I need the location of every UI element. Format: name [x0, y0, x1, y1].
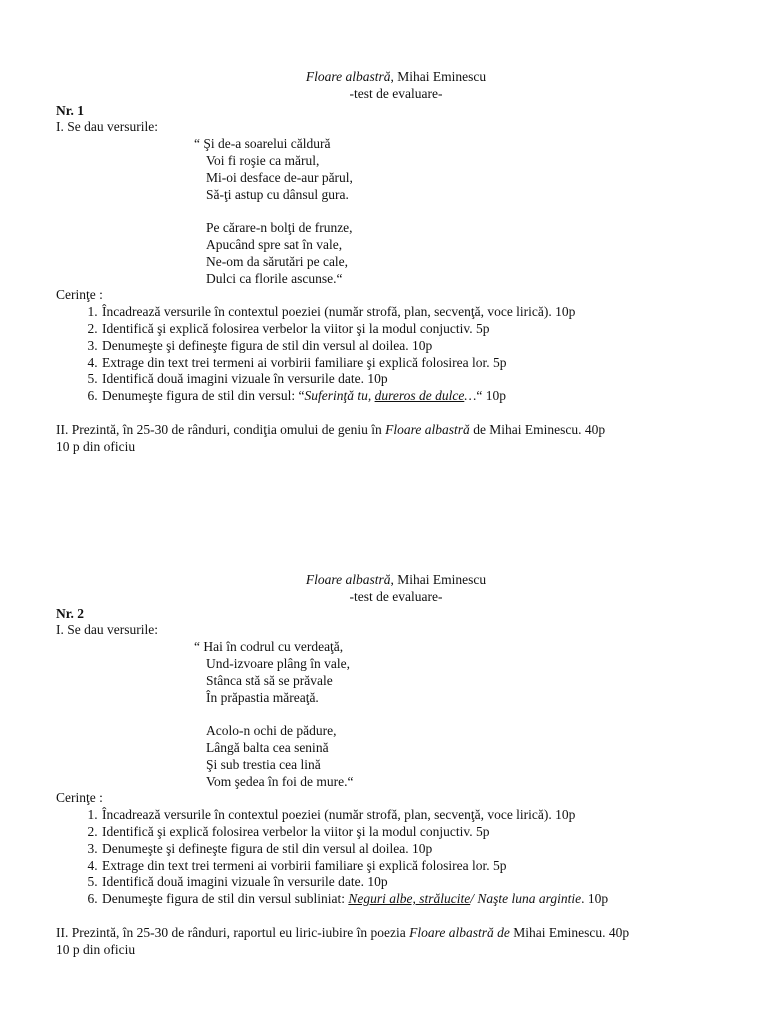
- requirement-item-6: [101, 388, 736, 405]
- test-subtitle: -test de evaluare-: [349, 588, 443, 604]
- poem-line: Acolo-n ochi de pădure,: [206, 723, 337, 739]
- part-2-suffix: de Mihai Eminescu. 40p: [469, 421, 606, 437]
- requirement-item: 5. Identifică două imagini vizuale în versurile date. 10p: [101, 874, 736, 891]
- poem-line: Vom şedea în foi de mure.“: [206, 773, 354, 789]
- test-title: [56, 572, 736, 589]
- req6-quote-c: …: [464, 388, 477, 404]
- poem: [194, 639, 736, 790]
- part-2-prefix: II. Prezintă, în 25-30 de rânduri, condiţia omului de geniu în: [56, 421, 386, 437]
- part-2-italic: Floare albastră: [385, 421, 470, 437]
- poem-line: “ Hai în codrul cu verdeaţă,: [194, 639, 344, 655]
- req6-quote-underlined: dureros de dulce: [374, 388, 465, 404]
- requirement-item: 2. Identifică şi explică folosirea verbelor la viitor şi la modul conjuctiv. 5p: [101, 824, 736, 841]
- part-2-prefix: II. Prezintă, în 25-30 de rânduri, raportul eu liric-iubire în poezia: [56, 924, 410, 940]
- requirements-label: Cerinţe :: [56, 790, 103, 806]
- requirement-item: 1. Încadrează versurile în contextul poeziei (număr strofă, plan, secvenţă, voce lirică). 10p: [101, 807, 736, 824]
- stanza-gap: [194, 203, 736, 220]
- poem-line: Mi-oi desface de-aur părul,: [206, 169, 353, 185]
- title-author: , Mihai Eminescu: [390, 69, 487, 84]
- poem-line: Şi sub trestia cea lină: [206, 756, 321, 772]
- part-2-italic: Floare albastră de: [409, 924, 510, 940]
- poem: [194, 136, 736, 287]
- stanza-gap: [194, 706, 736, 723]
- req6-suffix: “ 10p: [476, 388, 506, 404]
- requirement-item-6: [101, 891, 736, 908]
- part-1-intro: I. Se dau versurile:: [56, 622, 158, 638]
- spacer: [56, 405, 736, 422]
- req6-prefix: Denumeşte figura de stil din versul subliniat:: [102, 891, 349, 907]
- requirement-item: 3. Denumeşte şi defineşte figura de stil din versul al doilea. 10p: [101, 338, 736, 355]
- test-title: [56, 69, 736, 86]
- poem-line: Lângă balta cea senină: [206, 739, 329, 755]
- requirement-item: 1. Încadrează versurile în contextul poeziei (număr strofă, plan, secvenţă, voce lirică). 10p: [101, 304, 736, 321]
- poem-line: Pe cărare-n bolţi de frunze,: [206, 220, 353, 236]
- test-subtitle: -test de evaluare-: [349, 85, 443, 101]
- requirements-label: Cerinţe :: [56, 287, 103, 303]
- title-italic: Floare albastră: [305, 69, 391, 84]
- poem-line: Dulci ca florile ascunse.“: [206, 270, 343, 286]
- part-2-suffix: Mihai Eminescu. 40p: [509, 924, 630, 940]
- req6-quote-a: Suferinţă tu,: [304, 388, 375, 404]
- requirement-item: 5. Identifică două imagini vizuale în versurile date. 10p: [101, 371, 736, 388]
- part-1-intro: I. Se dau versurile:: [56, 119, 158, 135]
- poem-line: Voi fi roşie ca mărul,: [206, 152, 320, 168]
- poem-line: În prăpastia măreaţă.: [206, 689, 319, 705]
- test-2: [56, 572, 736, 958]
- req6-suffix: . 10p: [581, 891, 609, 907]
- req6-quote-c: / Naşte luna argintie: [470, 891, 582, 907]
- requirements-list: [56, 304, 736, 405]
- title-author: , Mihai Eminescu: [390, 572, 487, 587]
- poem-line: Ne-om da sărutări pe cale,: [206, 253, 349, 269]
- requirements-list: [56, 807, 736, 908]
- part-2: [56, 925, 736, 942]
- requirement-item: 2. Identifică şi explică folosirea verbelor la viitor şi la modul conjuctiv. 5p: [101, 321, 736, 338]
- requirement-item: 3. Denumeşte şi defineşte figura de stil din versul al doilea. 10p: [101, 841, 736, 858]
- spacer: [56, 908, 736, 925]
- test-1: [56, 69, 736, 455]
- poem-line: Să-ţi astup cu dânsul gura.: [206, 186, 349, 202]
- req6-prefix: Denumeşte figura de stil din versul: “: [102, 388, 305, 404]
- poem-line: Apucând spre sat în vale,: [206, 236, 343, 252]
- test-number: Nr. 1: [56, 102, 85, 118]
- part-2: [56, 422, 736, 439]
- test-number: Nr. 2: [56, 605, 85, 621]
- title-italic: Floare albastră: [305, 572, 391, 587]
- poem-line: Stânca stă să se prăvale: [206, 672, 333, 688]
- poem-line: Und-izvoare plâng în vale,: [206, 655, 350, 671]
- requirement-item: 4. Extrage din text trei termeni ai vorbirii familiare şi explică folosirea lor. 5p: [101, 858, 736, 875]
- req6-quote-underlined: Neguri albe, strălucite: [348, 891, 471, 907]
- requirement-item: 4. Extrage din text trei termeni ai vorbirii familiare şi explică folosirea lor. 5p: [101, 355, 736, 372]
- poem-line: “ Şi de-a soarelui căldură: [194, 136, 331, 152]
- oficiu-points: 10 p din oficiu: [56, 941, 136, 957]
- oficiu-points: 10 p din oficiu: [56, 438, 136, 454]
